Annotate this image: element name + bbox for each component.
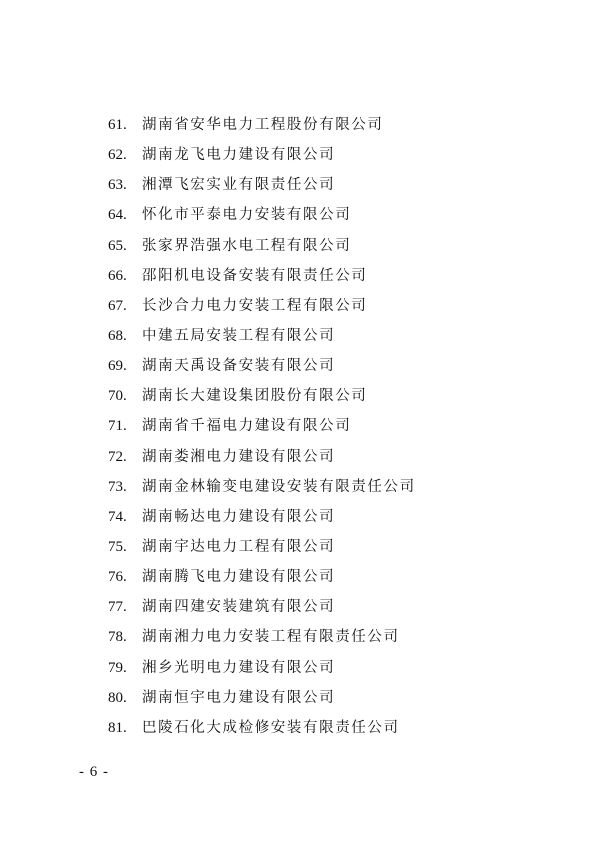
company-name: 中建五局安装工程有限公司	[142, 327, 336, 344]
item-number: 61.	[108, 117, 127, 133]
list-item	[0, 562, 600, 592]
company-name: 湖南金林输变电建设安装有限责任公司	[142, 478, 416, 495]
item-number: 69.	[108, 358, 127, 375]
list-item	[0, 291, 600, 321]
company-name: 湖南天禹设备安装有限公司	[142, 358, 336, 375]
company-name: 湖南省安华电力工程股份有限公司	[142, 117, 384, 133]
list-item	[0, 231, 600, 261]
list-item	[0, 110, 600, 140]
company-name: 湖南长大建设集团股份有限公司	[142, 388, 368, 405]
list-item	[0, 321, 600, 351]
list-item	[0, 381, 600, 411]
list-item	[0, 261, 600, 291]
list-item	[0, 532, 600, 562]
company-list	[0, 110, 600, 743]
company-name: 湖南宇达电力工程有限公司	[142, 538, 336, 555]
item-number: 77.	[108, 599, 127, 616]
item-number: 78.	[108, 629, 127, 646]
list-item	[0, 502, 600, 532]
company-name: 湖南畅达电力建设有限公司	[142, 508, 336, 525]
item-number: 76.	[108, 569, 127, 586]
company-name: 湖南湘力电力安装工程有限责任公司	[142, 629, 400, 646]
list-item	[0, 622, 600, 652]
list-item	[0, 140, 600, 170]
company-name: 怀化市平泰电力安装有限公司	[142, 207, 352, 224]
item-number: 67.	[108, 297, 127, 314]
item-number: 74.	[108, 508, 127, 525]
list-item	[0, 683, 600, 713]
list-item	[0, 442, 600, 472]
company-name: 张家界浩强水电工程有限公司	[142, 237, 352, 254]
item-number: 73.	[108, 478, 127, 495]
list-item	[0, 592, 600, 622]
company-name: 湖南腾飞电力建设有限公司	[142, 569, 336, 586]
item-number: 63.	[108, 177, 127, 194]
item-number: 65.	[108, 237, 127, 254]
item-number: 66.	[108, 267, 127, 284]
list-item	[0, 200, 600, 230]
list-item	[0, 351, 600, 381]
item-number: 81.	[108, 719, 127, 736]
list-item	[0, 653, 600, 683]
list-item	[0, 411, 600, 441]
company-name: 邵阳机电设备安装有限责任公司	[142, 267, 368, 284]
item-number: 72.	[108, 448, 127, 465]
page-number: - 6 -	[79, 764, 109, 780]
item-number: 79.	[108, 659, 127, 676]
item-number: 68.	[108, 327, 127, 344]
company-name: 湘潭飞宏实业有限责任公司	[142, 177, 336, 194]
company-name: 湘乡光明电力建设有限公司	[142, 659, 336, 676]
item-number: 70.	[108, 388, 127, 405]
company-name: 湖南省千福电力建设有限公司	[142, 418, 352, 435]
company-name: 巴陵石化大成检修安装有限责任公司	[142, 719, 400, 736]
company-name: 湖南龙飞电力建设有限公司	[142, 147, 336, 164]
list-item	[0, 170, 600, 200]
list-item	[0, 713, 600, 743]
item-number: 75.	[108, 538, 127, 555]
company-name: 长沙合力电力安装工程有限公司	[142, 297, 368, 314]
item-number: 71.	[108, 418, 127, 435]
list-item	[0, 472, 600, 502]
company-name: 湖南四建安装建筑有限公司	[142, 599, 336, 616]
company-name: 湖南恒宇电力建设有限公司	[142, 689, 336, 706]
company-name: 湖南娄湘电力建设有限公司	[142, 448, 336, 465]
item-number: 64.	[108, 207, 127, 224]
item-number: 62.	[108, 147, 127, 164]
item-number: 80.	[108, 689, 127, 706]
